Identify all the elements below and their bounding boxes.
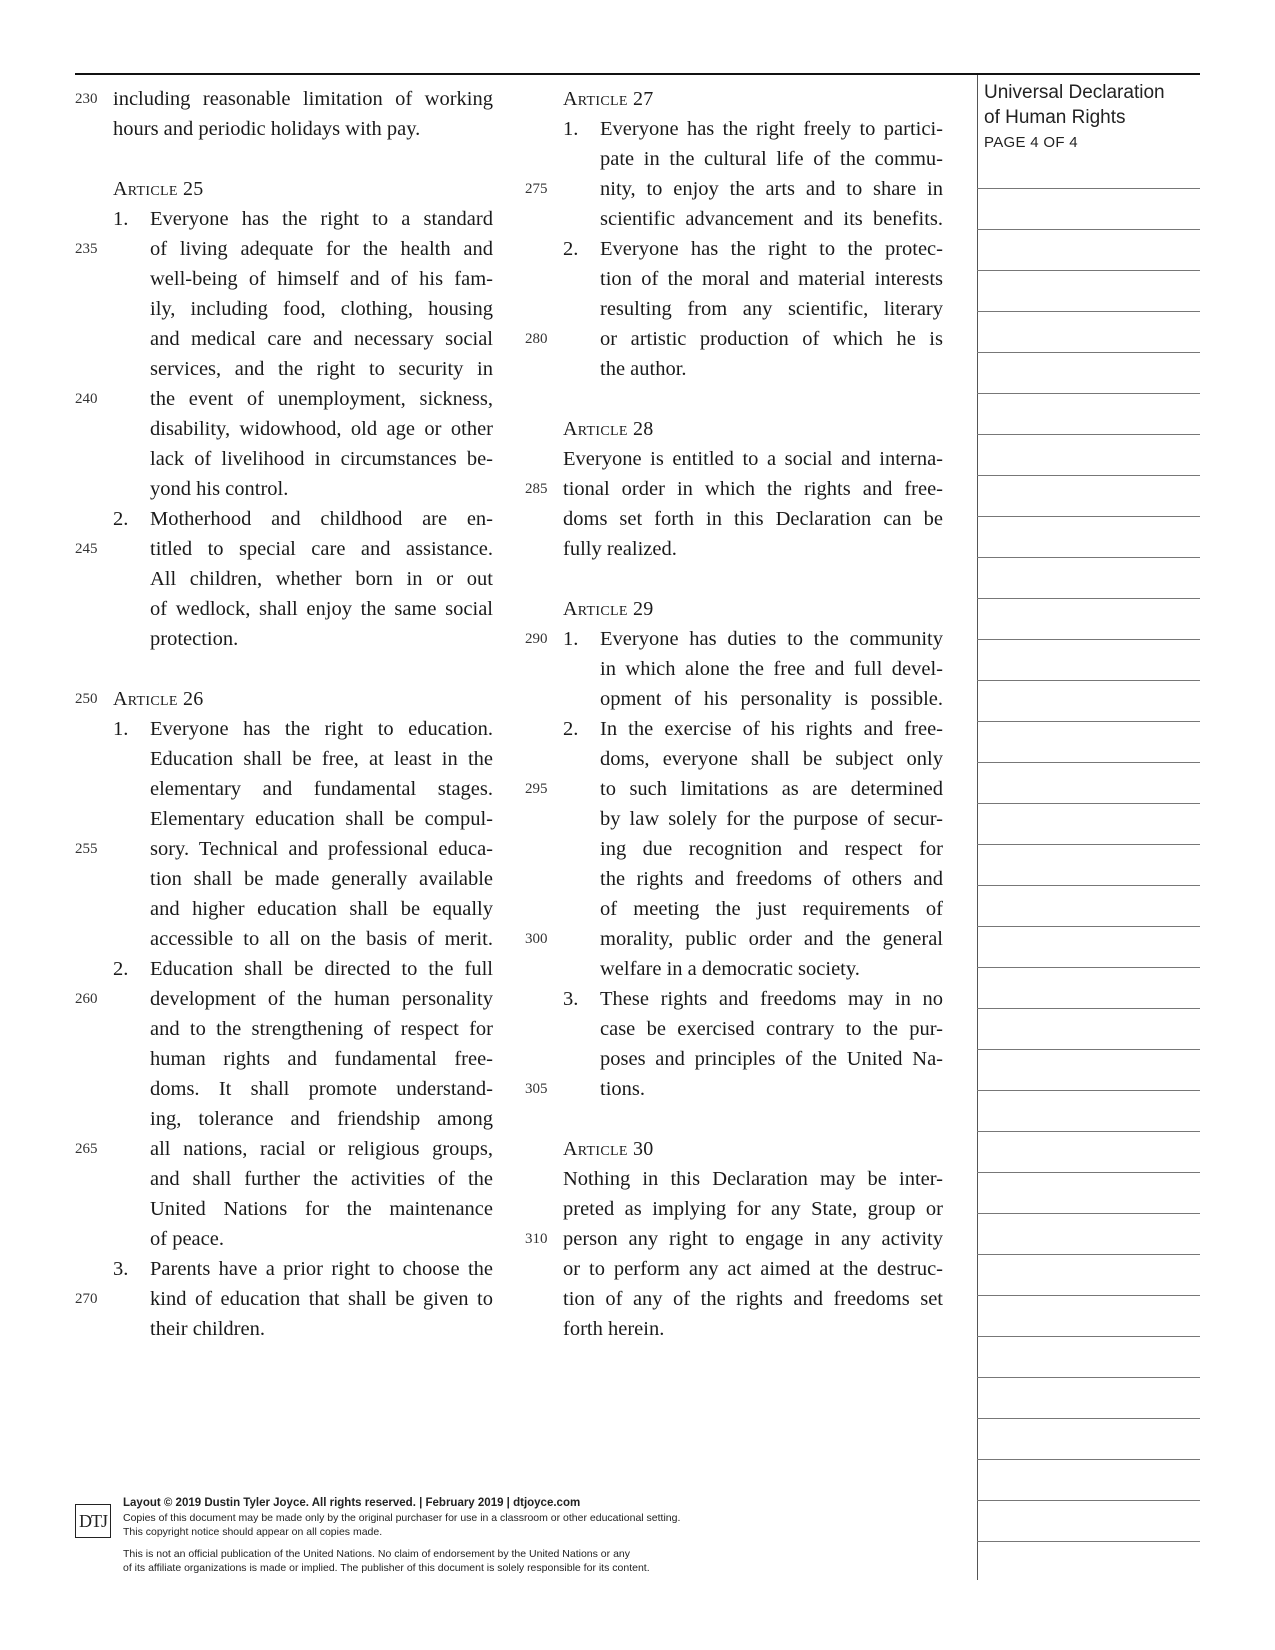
line-text: protection. — [150, 628, 239, 650]
list-item-number: 1. — [113, 718, 129, 740]
note-rule — [977, 1336, 1200, 1337]
note-rule — [977, 1254, 1200, 1255]
text-line — [113, 444, 493, 474]
line-text: all nations, racial or religious groups, — [150, 1138, 493, 1160]
note-rule — [977, 311, 1200, 312]
article-heading — [75, 684, 493, 714]
text-line — [113, 894, 493, 924]
line-text: Parents have a prior right to choose the — [150, 1258, 493, 1280]
text-line — [563, 1044, 943, 1074]
note-rule — [977, 188, 1200, 189]
line-text: their children. — [150, 1318, 265, 1340]
text-line — [563, 984, 943, 1014]
text-line — [113, 1314, 493, 1344]
text-line — [113, 1194, 493, 1224]
text-line — [75, 534, 493, 564]
article-title: Article 30 — [563, 1138, 654, 1160]
line-text: and medical care and necessary social — [150, 328, 493, 350]
note-rule — [977, 557, 1200, 558]
line-text: or artistic production of which he is — [600, 328, 943, 350]
article-title: Article 29 — [563, 598, 654, 620]
text-line — [563, 894, 943, 924]
line-text: disability, widowhood, old age or other — [150, 418, 493, 440]
text-line — [113, 324, 493, 354]
text-line — [75, 84, 493, 114]
line-text: in which alone the free and full devel- — [600, 658, 943, 680]
note-rule — [977, 516, 1200, 517]
article-heading — [563, 1134, 943, 1164]
line-number: 240 — [75, 391, 98, 407]
line-text: welfare in a democratic society. — [600, 958, 860, 980]
note-rule — [977, 1459, 1200, 1460]
text-line — [563, 1314, 943, 1344]
text-line — [563, 204, 943, 234]
blank-line — [563, 1104, 943, 1134]
note-rule — [977, 598, 1200, 599]
list-item-number: 1. — [563, 628, 579, 650]
text-line — [563, 504, 943, 534]
line-number: 295 — [525, 781, 548, 797]
text-line — [563, 744, 943, 774]
line-number: 275 — [525, 181, 548, 197]
article-heading — [563, 414, 943, 444]
text-line — [113, 804, 493, 834]
line-text: including reasonable limitation of working — [113, 88, 493, 110]
left-column — [75, 84, 493, 1344]
text-line — [563, 714, 943, 744]
note-rule — [977, 1008, 1200, 1009]
note-rule — [977, 1377, 1200, 1378]
line-text: services, and the right to security in — [150, 358, 493, 380]
list-item-number: 1. — [563, 118, 579, 140]
line-text: morality, public order and the general — [600, 928, 943, 950]
line-text: of wedlock, shall enjoy the same social — [150, 598, 493, 620]
note-rule — [977, 229, 1200, 230]
line-text: of living adequate for the health and — [150, 238, 493, 260]
note-rule — [977, 967, 1200, 968]
text-line — [75, 834, 493, 864]
line-text: Education shall be directed to the full — [150, 958, 493, 980]
text-line — [113, 354, 493, 384]
line-text: and higher education shall be equally — [150, 898, 493, 920]
text-line — [75, 1284, 493, 1314]
line-text: Education shall be free, at least in the — [150, 748, 493, 770]
note-rule — [977, 680, 1200, 681]
text-line — [113, 1254, 493, 1284]
text-line — [563, 534, 943, 564]
footer-disclaimer-2: of its affiliate organizations is made or implied. The publisher of this document is solely responsible for its content. — [123, 1562, 650, 1574]
line-text: doms set forth in this Declaration can be — [563, 508, 943, 530]
text-line — [525, 624, 943, 654]
dtj-logo: DTJ — [75, 1504, 111, 1538]
list-item-number: 2. — [563, 718, 579, 740]
text-line — [113, 294, 493, 324]
line-text: Elementary education shall be compul- — [150, 808, 493, 830]
line-text: nity, to enjoy the arts and to share in — [600, 178, 943, 200]
line-number: 230 — [75, 91, 98, 107]
text-line — [563, 654, 943, 684]
note-rule — [977, 1131, 1200, 1132]
text-line — [563, 834, 943, 864]
sidebar-divider — [977, 75, 978, 1580]
line-text: doms, everyone shall be subject only — [600, 748, 943, 770]
line-text: Motherhood and childhood are en- — [150, 508, 493, 530]
line-text: titled to special care and assistance. — [150, 538, 493, 560]
line-text: kind of education that shall be given to — [150, 1288, 493, 1310]
line-number: 310 — [525, 1231, 548, 1247]
text-line — [563, 114, 943, 144]
line-text: Everyone has the right to education. — [150, 718, 493, 740]
text-line — [525, 924, 943, 954]
text-line — [563, 1284, 943, 1314]
line-number: 285 — [525, 481, 548, 497]
line-text: case be exercised contrary to the pur- — [600, 1018, 943, 1040]
text-line — [563, 444, 943, 474]
line-text: by law solely for the purpose of secur- — [600, 808, 943, 830]
text-line — [563, 234, 943, 264]
note-rule — [977, 1541, 1200, 1542]
line-text: scientific advancement and its benefits. — [600, 208, 943, 230]
footer-disclaimer-1: This is not an official publication of the United Nations. No claim of endorsement by the United Nations or any — [123, 1548, 630, 1560]
text-line — [113, 1014, 493, 1044]
text-line — [75, 1134, 493, 1164]
text-line — [563, 1254, 943, 1284]
text-line — [113, 1074, 493, 1104]
line-text: tion of the moral and material interests — [600, 268, 943, 290]
list-item-number: 2. — [113, 508, 129, 530]
note-rule — [977, 639, 1200, 640]
page-indicator: PAGE 4 OF 4 — [984, 134, 1078, 151]
article-title: Article 26 — [113, 688, 204, 710]
text-line — [75, 234, 493, 264]
text-line — [525, 774, 943, 804]
line-text: human rights and fundamental free- — [150, 1048, 493, 1070]
line-number: 255 — [75, 841, 98, 857]
article-heading — [113, 174, 493, 204]
text-line — [563, 864, 943, 894]
text-line — [525, 474, 943, 504]
note-rule — [977, 1172, 1200, 1173]
note-rule — [977, 762, 1200, 763]
line-text: Nothing in this Declaration may be inter- — [563, 1168, 943, 1190]
footer-copy-notice: This copyright notice should appear on all copies made. — [123, 1526, 383, 1538]
line-text: of peace. — [150, 1228, 224, 1250]
line-text: opment of his personality is possible. — [600, 688, 943, 710]
text-line — [113, 1104, 493, 1134]
line-number: 245 — [75, 541, 98, 557]
text-line — [75, 984, 493, 1014]
text-line — [563, 1164, 943, 1194]
line-text: resulting from any scientific, literary — [600, 298, 943, 320]
line-number: 260 — [75, 991, 98, 1007]
line-number: 235 — [75, 241, 98, 257]
note-rule — [977, 1500, 1200, 1501]
text-line — [113, 594, 493, 624]
text-line — [113, 504, 493, 534]
line-text: ing due recognition and respect for — [600, 838, 943, 860]
line-text: Everyone has the right freely to partici- — [600, 118, 943, 140]
text-line — [113, 564, 493, 594]
text-line — [563, 684, 943, 714]
text-line — [113, 1044, 493, 1074]
text-line — [75, 384, 493, 414]
text-line — [113, 624, 493, 654]
line-text: to such limitations as are determined — [600, 778, 943, 800]
line-text: pate in the cultural life of the commu- — [600, 148, 943, 170]
article-heading — [563, 84, 943, 114]
text-line — [563, 954, 943, 984]
line-text: Everyone has duties to the community — [600, 628, 943, 650]
text-line — [563, 294, 943, 324]
line-text: forth herein. — [563, 1318, 665, 1340]
line-text: poses and principles of the United Na- — [600, 1048, 943, 1070]
line-text: preted as implying for any State, group or — [563, 1198, 943, 1220]
line-text: In the exercise of his rights and free- — [600, 718, 943, 740]
text-line — [525, 1074, 943, 1104]
note-rule — [977, 721, 1200, 722]
list-item-number: 2. — [113, 958, 129, 980]
list-item-number: 2. — [563, 238, 579, 260]
line-text: tion shall be made generally available — [150, 868, 493, 890]
line-text: tions. — [600, 1078, 645, 1100]
top-rule — [75, 73, 1200, 75]
line-text: elementary and fundamental stages. — [150, 778, 493, 800]
line-number: 290 — [525, 631, 548, 647]
note-rule — [977, 926, 1200, 927]
text-line — [113, 204, 493, 234]
line-text: accessible to all on the basis of merit. — [150, 928, 493, 950]
text-line — [563, 144, 943, 174]
line-number: 265 — [75, 1141, 98, 1157]
note-rule — [977, 475, 1200, 476]
line-text: lack of livelihood in circumstances be- — [150, 448, 493, 470]
text-line — [113, 414, 493, 444]
blank-line — [563, 564, 943, 594]
text-line — [563, 354, 943, 384]
line-number: 300 — [525, 931, 548, 947]
text-line — [525, 324, 943, 354]
line-text: United Nations for the maintenance — [150, 1198, 493, 1220]
line-number: 305 — [525, 1081, 548, 1097]
document-title-line-2: of Human Rights — [984, 107, 1126, 128]
note-rule — [977, 803, 1200, 804]
note-rule — [977, 1090, 1200, 1091]
article-heading — [563, 594, 943, 624]
text-line — [113, 864, 493, 894]
list-item-number: 3. — [563, 988, 579, 1010]
line-text: sory. Technical and professional educa- — [150, 838, 493, 860]
blank-line — [113, 654, 493, 684]
line-text: the author. — [600, 358, 687, 380]
line-text: of meeting the just requirements of — [600, 898, 943, 920]
article-title: Article 28 — [563, 418, 654, 440]
text-line — [525, 174, 943, 204]
list-item-number: 1. — [113, 208, 129, 230]
line-text: hours and periodic holidays with pay. — [113, 118, 421, 140]
line-text: doms. It shall promote understand- — [150, 1078, 493, 1100]
line-number: 250 — [75, 691, 98, 707]
text-line — [113, 114, 493, 144]
line-text: and shall further the activities of the — [150, 1168, 493, 1190]
text-line — [113, 954, 493, 984]
list-item-number: 3. — [113, 1258, 129, 1280]
line-number: 280 — [525, 331, 548, 347]
line-text: development of the human personality — [150, 988, 493, 1010]
text-line — [113, 474, 493, 504]
line-text: fully realized. — [563, 538, 677, 560]
line-text: ing, tolerance and friendship among — [150, 1108, 493, 1130]
text-line — [113, 1224, 493, 1254]
document-title-line-1: Universal Declaration — [984, 82, 1165, 103]
line-text: These rights and freedoms may in no — [600, 988, 943, 1010]
line-text: and to the strengthening of respect for — [150, 1018, 493, 1040]
footer-copy-permission: Copies of this document may be made only by the original purchaser for use in a classroom or other educational setting. — [123, 1512, 681, 1524]
note-rule — [977, 434, 1200, 435]
blank-line — [563, 384, 943, 414]
note-rule — [977, 1049, 1200, 1050]
line-number: 270 — [75, 1291, 98, 1307]
line-text: ily, including food, clothing, housing — [150, 298, 493, 320]
line-text: yond his control. — [150, 478, 289, 500]
line-text: Everyone has the right to the protec- — [600, 238, 943, 260]
sidebar-title — [984, 80, 1194, 154]
line-text: tional order in which the rights and free- — [563, 478, 943, 500]
text-line — [563, 1194, 943, 1224]
text-line — [525, 1224, 943, 1254]
note-rule — [977, 1213, 1200, 1214]
right-column — [525, 84, 943, 1344]
line-text: or to perform any act aimed at the destruc- — [563, 1258, 943, 1280]
line-text: person any right to engage in any activity — [563, 1228, 943, 1250]
line-text: well-being of himself and of his fam- — [150, 268, 493, 290]
article-title: Article 25 — [113, 178, 204, 200]
text-line — [113, 744, 493, 774]
text-line — [113, 714, 493, 744]
line-text: Everyone is entitled to a social and interna- — [563, 448, 943, 470]
note-rule — [977, 352, 1200, 353]
article-title: Article 27 — [563, 88, 654, 110]
note-rule — [977, 844, 1200, 845]
note-rule — [977, 1418, 1200, 1419]
line-text: tion of any of the rights and freedoms set — [563, 1288, 943, 1310]
line-text: the rights and freedoms of others and — [600, 868, 943, 890]
text-line — [563, 264, 943, 294]
text-line — [113, 924, 493, 954]
blank-line — [113, 144, 493, 174]
footer-copyright: Layout © 2019 Dustin Tyler Joyce. All rights reserved. | February 2019 | dtjoyce.com — [123, 1497, 581, 1509]
line-text: All children, whether born in or out — [150, 568, 493, 590]
note-rule — [977, 270, 1200, 271]
text-line — [113, 1164, 493, 1194]
text-line — [113, 264, 493, 294]
line-text: Everyone has the right to a standard — [150, 208, 493, 230]
line-text: the event of unemployment, sickness, — [150, 388, 493, 410]
text-line — [563, 1014, 943, 1044]
note-rule — [977, 885, 1200, 886]
text-line — [113, 774, 493, 804]
note-rule — [977, 393, 1200, 394]
note-rule — [977, 1295, 1200, 1296]
text-line — [563, 804, 943, 834]
